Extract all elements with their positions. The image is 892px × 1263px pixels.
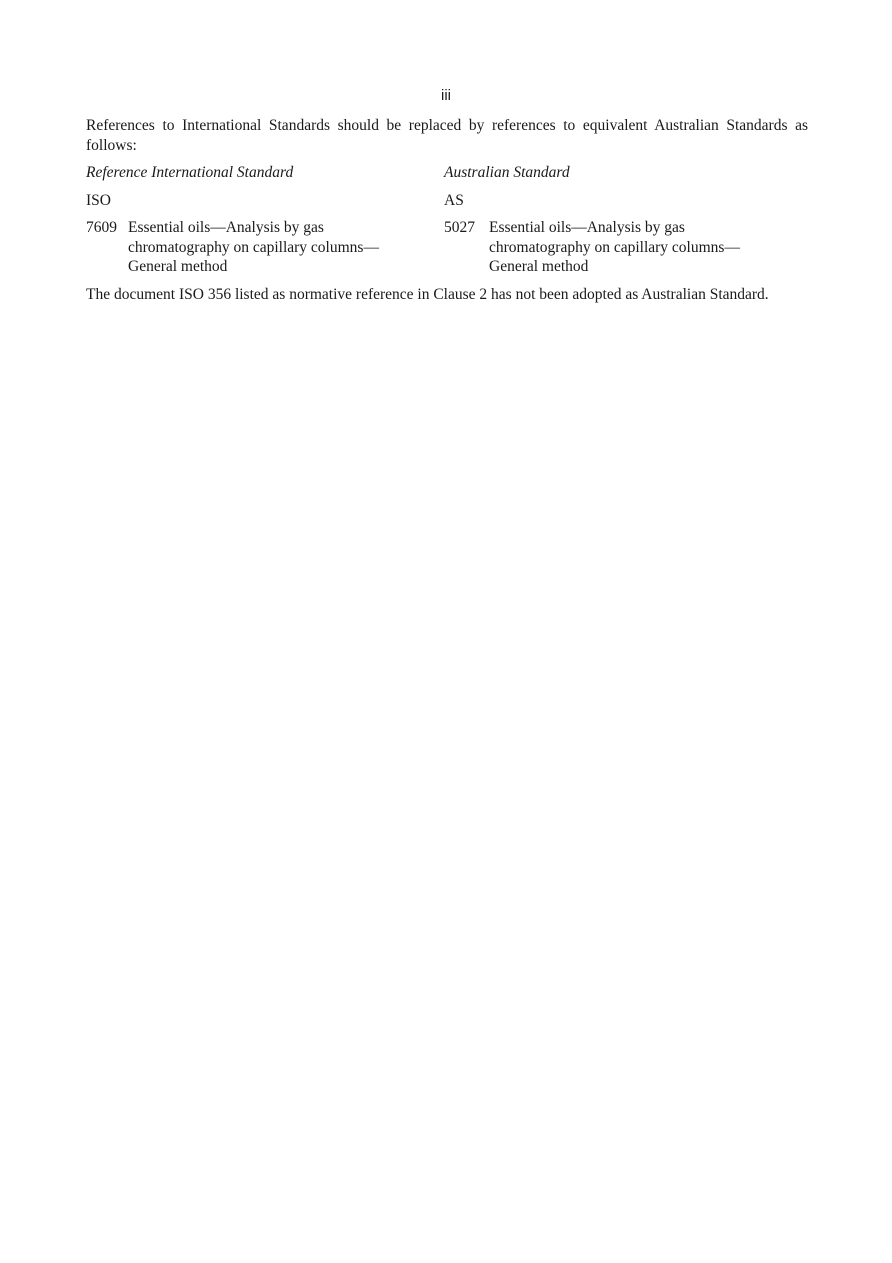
as-entry-5027	[444, 218, 808, 277]
header-reference-international-standard: Reference International Standard	[86, 164, 294, 181]
as-title-line: Essential oils—Analysis by gas	[489, 219, 685, 236]
iso-number: 7609	[86, 219, 117, 236]
intro-paragraph: References to International Standards should be replaced by references to equivalent Australian Standards as follows:	[86, 117, 808, 154]
as-title-line: chromatography on capillary columns—	[489, 238, 740, 256]
as-number: 5027	[444, 219, 475, 236]
iso-prefix-label: ISO	[86, 191, 111, 209]
reference-table	[86, 163, 808, 285]
document-body	[86, 116, 808, 304]
closing-paragraph: The document ISO 356 listed as normative reference in Clause 2 has not been adopted as Australian Standard.	[86, 285, 769, 303]
iso-title-line: General method	[128, 258, 228, 275]
iso-title	[128, 218, 444, 277]
page-number: iii	[441, 87, 451, 104]
iso-title-line: chromatography on capillary columns—	[128, 238, 379, 256]
header-australian-standard: Australian Standard	[444, 164, 570, 181]
as-title-line: General method	[489, 258, 589, 275]
as-prefix-label: AS	[444, 191, 464, 209]
iso-entry-7609	[86, 218, 444, 277]
iso-title-line: Essential oils—Analysis by gas	[128, 219, 324, 236]
as-title	[489, 218, 808, 277]
